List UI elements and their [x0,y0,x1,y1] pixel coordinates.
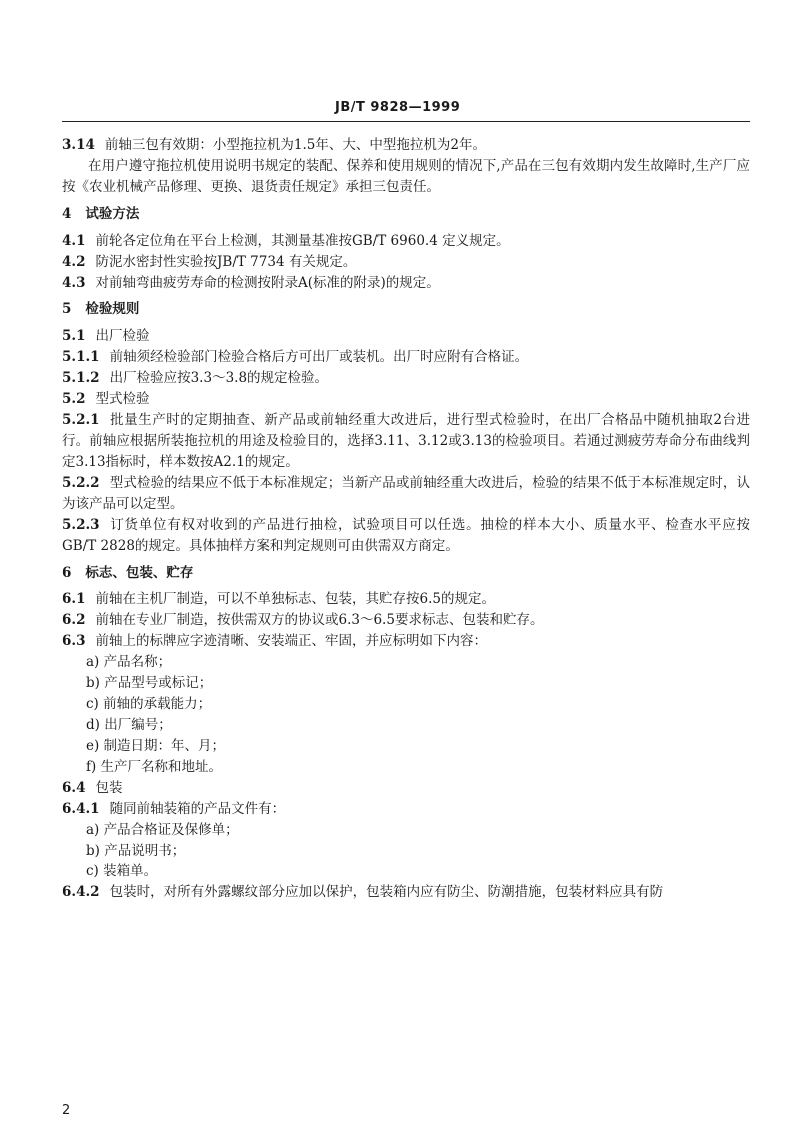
list-item-6-4-1-b: b) 产品说明书； [86,842,186,859]
page-number: 2 [62,1103,71,1118]
list-item-6-3-f: f) 生产厂名称和地址。 [86,758,223,775]
clause-number: 5.1.1 [62,349,100,366]
clause-4-3 [62,273,750,294]
clause-number: 6.4.1 [62,800,100,817]
clause-5-1-1 [62,347,750,368]
section-title: 试验方法 [85,205,140,222]
clause-text: 前轴上的标牌应字迹清晰、安装端正、牢固，并应标明如下内容： [95,633,487,650]
clause-number: 5.1 [62,328,86,345]
section-number: 5 [62,301,72,318]
clause-6-3 [62,631,750,652]
clause-number: 6.4.2 [62,884,100,901]
clause-text: 随同前轴装箱的产品文件有： [109,800,286,817]
section-title: 检验规则 [85,301,140,318]
clause-text: 防泥水密封性实验按JB/T 7734 有关规定。 [95,253,357,270]
section-number: 6 [62,564,72,581]
clause-number: 6.3 [62,633,86,650]
clause-number: 5.2.2 [62,474,100,491]
clause-number: 5.2.1 [62,412,100,429]
list-item-6-3-c: c) 前轴的承载能力； [86,696,212,713]
clause-number: 3.14 [62,137,95,153]
clause-number: 4.1 [62,232,86,249]
section-4-heading [62,198,750,225]
document-body [62,135,750,903]
list-item-6-3-a: a) 产品名称； [86,654,172,671]
list-item-6-3-b: b) 产品型号或标记； [86,675,213,692]
clause-text: 前轴在主机厂制造，可以不单独标志、包装，其贮存按6.5的规定。 [95,591,495,608]
clause-4-2 [62,252,750,273]
header-rule [62,121,750,122]
clause-6-4 [62,778,750,799]
list-item-6-4-1-a: a) 产品合格证及保修单； [86,821,239,838]
clause-number: 4.2 [62,253,86,270]
clause-5-2 [62,389,750,410]
clause-text: 包装时，对所有外露螺纹部分应加以保护，包装箱内应有防尘、防潮措施，包装材料应具有防 [109,884,664,901]
clause-text: 前轴三包有效期：小型拖拉机为1.5年、大、中型拖拉机为2年。 [104,137,486,153]
section-6-heading [62,557,750,584]
clause-5-2-3 [62,515,750,557]
clause-text: 对前轴弯曲疲劳寿命的检测按附录A(标准的附录)的规定。 [95,274,440,291]
clause-text: 批量生产时的定期抽查、新产品或前轴经重大改进后，进行型式检验时，在出厂合格品中随机抽取2台进行。前轴应根据所装拖拉机的用途及检验目的，选择3.11、3.12或3.13的检验项目。若通过测疲劳寿命分布曲线判定3.13指标时，样本数按A2.1的规定。 [62,412,750,470]
clause-text: 前轴须经检验部门检验合格后方可出厂或装机。出厂时应附有合格证。 [109,349,529,366]
clause-number: 6.2 [62,612,86,629]
clause-5-2-2 [62,473,750,515]
clause-number: 5.2.3 [62,516,100,533]
clause-6-4-2 [62,882,750,903]
document-header: JB/T 9828—1999 [335,100,461,115]
list-item-6-3-d: d) 出厂编号； [86,716,172,733]
clause-text: 出厂检验 [95,328,150,345]
clause-5-1-2 [62,368,750,389]
clause-number: 6.1 [62,591,86,608]
clause-number: 6.4 [62,779,86,796]
clause-5-1 [62,320,750,347]
clause-number: 5.2 [62,391,86,408]
clause-text: 前轴在专业厂制造，按供需双方的协议或6.3～6.5要求标志、包装和贮存。 [95,612,544,629]
clause-text: 前轮各定位角在平台上检测，其测量基准按GB/T 6960.4 定义规定。 [95,232,510,249]
clause-3-14-detail: 在用户遵守拖拉机使用说明书规定的装配、保养和使用规则的情况下,产品在三包有效期内发生故障时,生产厂应按《农业机械产品修理、更换、退货责任规定》承担三包责任。 [62,157,750,195]
clause-text: 型式检验 [95,391,150,408]
clause-5-2-1 [62,410,750,473]
clause-number: 4.3 [62,274,86,291]
section-number: 4 [62,205,72,222]
section-5-heading [62,293,750,320]
clause-text: 订货单位有权对收到的产品进行抽检，试验项目可以任选。抽检的样本大小、质量水平、检查水平应按GB/T 2828的规定。具体抽样方案和判定规则可由供需双方商定。 [62,516,750,554]
clause-text: 包装 [95,779,123,796]
clause-6-2 [62,610,750,631]
list-item-6-3-e: e) 制造日期：年、月； [86,737,226,754]
clause-6-1 [62,583,750,610]
list-item-6-4-1-c: c) 装箱单。 [86,863,158,880]
clause-text: 型式检验的结果应不低于本标准规定；当新产品或前轴经重大改进后，检验的结果不低于本标准规定时，认为该产品可以定型。 [62,474,750,512]
clause-4-1 [62,225,750,252]
section-title: 标志、包装、贮存 [85,564,194,581]
clause-number: 5.1.2 [62,370,100,387]
clause-6-4-1 [62,799,750,820]
clause-text: 出厂检验应按3.3～3.8的规定检验。 [109,370,329,387]
clause-3-14 [62,135,750,156]
